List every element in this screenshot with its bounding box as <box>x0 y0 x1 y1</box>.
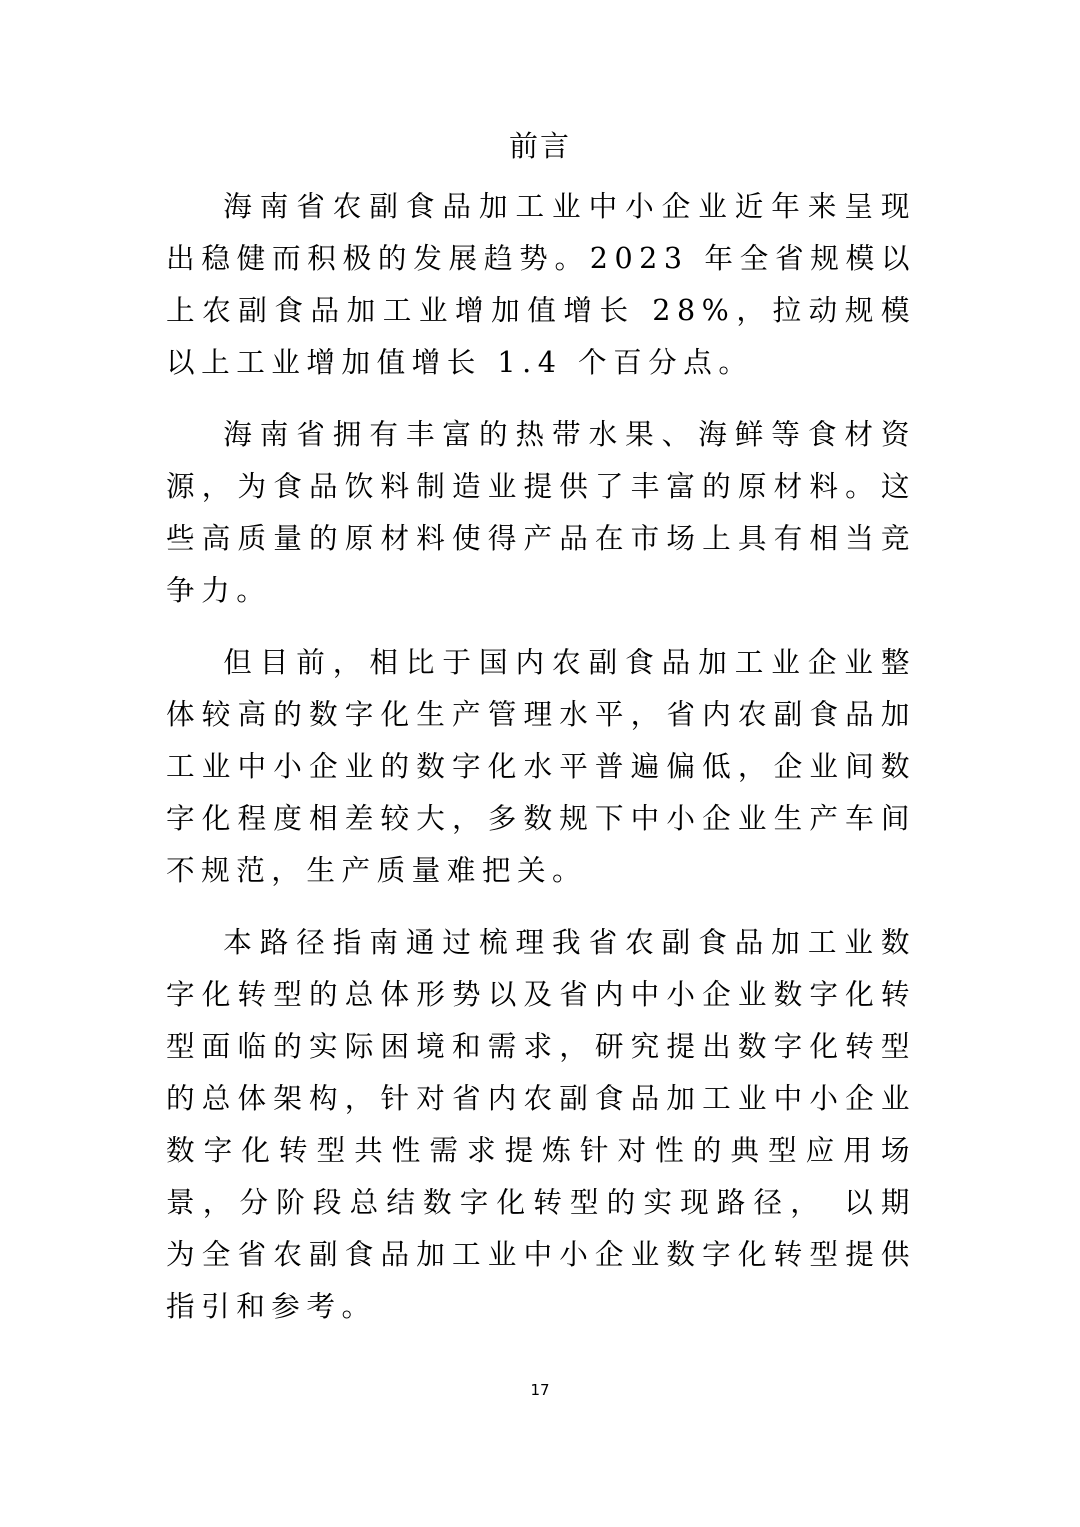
document-body <box>166 180 916 1352</box>
paragraph-4: 本路径指南通过梳理我省农副食品加工业数字化转型的总体形势以及省内中小企业数字化转型面临的实际困境和需求，研究提出数字化转型的总体架构，针对省内农副食品加工业中小企业数字化转型共性需求提炼针对性的典型应用场景，分阶段总结数字化转型的实现路径， 以期为全省农副食品加工业中小企业数字化转型提供指引和参考。 <box>166 925 916 1323</box>
paragraph-2: 海南省拥有丰富的热带水果、海鲜等食材资源，为食品饮料制造业提供了丰富的原材料。这些高质量的原材料使得产品在市场上具有相当竞争力。 <box>166 417 916 607</box>
page-number: 17 <box>530 1381 550 1399</box>
page-title: 前言 <box>508 129 571 163</box>
paragraph-3: 但目前，相比于国内农副食品加工业企业整体较高的数字化生产管理水平，省内农副食品加工业中小企业的数字化水平普遍偏低，企业间数字化程度相差较大，多数规下中小企业生产车间不规范，生产质量难把关。 <box>166 645 916 887</box>
paragraph-1: 海南省农副食品加工业中小企业近年来呈现出稳健而积极的发展趋势。2023 年全省规模以上农副食品加工业增加值增长 28%，拉动规模以上工业增加值增长 1.4 个百分点。 <box>166 189 916 379</box>
